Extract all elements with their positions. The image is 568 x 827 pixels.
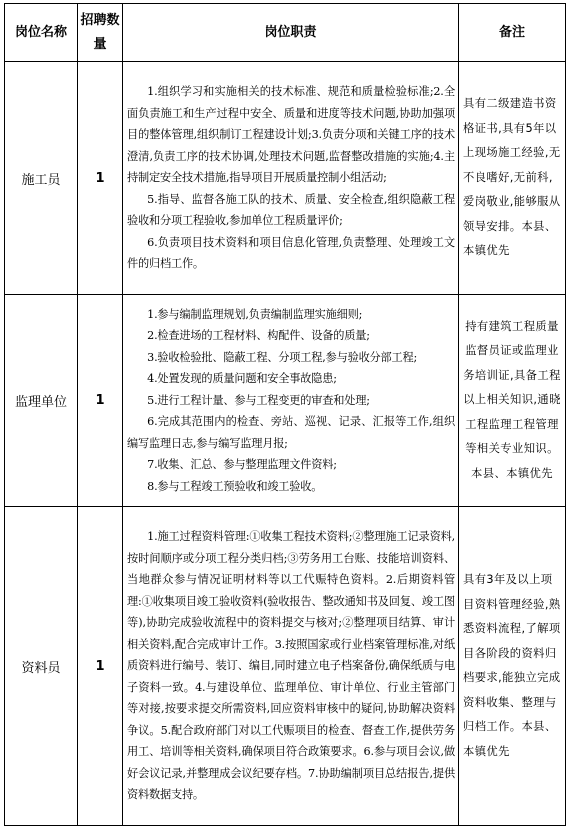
table-row <box>5 507 566 826</box>
duty-item: 3.验收检验批、隐蔽工程、分项工程,参与验收分部工程; <box>147 350 418 364</box>
position-duties <box>123 295 459 507</box>
position-remarks: 持有建筑工程质量监督员证或监理业务培训证,具备工程以上相关知识,通晓工程监理工程管理等相关专业知识。本县、本镇优先 <box>459 295 566 507</box>
duty-item: 1.施工过程资料管理:①收集工程技术资料;②整理施工记录资料,按时间顺序或分项工程分类归档;③劳务用工台账、技能培训资料、当地群众参与情况证明材料等以工代赈特色资料。2.后期资料管理:①收集项目竣工验收资料(验收报告、整改通知书及回复、竣工图等),协助完成验收流程中的资料提交与核对;②整理项目结算、审计相关资料,配合完成审计工作。3.按照国家或行业档案管理标准,对纸质资料进行编号、装订、编目,同时建立电子档案备份,确保纸质与电子资料一致。4.与建设单位、监理单位、审计单位、行业主管部门等对接,按要求提交所需资料,回应资料审核中的疑问,协助解决资料争议。5.配合政府部门对以工代赈项目的检查、督查工作,提供劳务用工、培训等相关资料,确保项目符合政策要求。6.参与项目会议,做好会议记录,并整理成会议纪要存档。7.协助编制项目总结报告,提供资料数据支持。 <box>127 530 455 802</box>
position-duties <box>123 507 459 826</box>
recruitment-table <box>4 3 566 826</box>
duty-item: 7.收集、汇总、参与整理监理文件资料; <box>147 458 337 472</box>
duty-item: 5.指导、监督各施工队的技术、质量、安全检查,组织隐蔽工程验收和分项工程验收,参加单位工程质量评价; <box>127 192 455 228</box>
duty-item: 8.参与工程竣工预验收和竣工验收。 <box>147 479 323 493</box>
position-name: 施工员 <box>5 62 78 295</box>
header-remarks: 备注 <box>459 4 566 62</box>
position-name: 监理单位 <box>5 295 78 507</box>
position-remarks: 具有二级建造书资格证书,具有5年以上现场施工经验,无不良嗜好,无前科,爱岗敬业,能够服从领导安排。本县、本镇优先 <box>459 62 566 295</box>
position-duties <box>123 62 459 295</box>
duty-item: 1.组织学习和实施相关的技术标准、规范和质量检验标准;2.全面负责施工和生产过程中安全、质量和进度等技术问题,协助加强项目的整体管理,组织制订工程建设计划;3.负责分项和关键工序的技术澄清,负责工序的技术协调,处理技术问题,监督整改措施的实施;4.主持制定安全技术措施,指导项目开展质量控制小组活动; <box>127 85 455 185</box>
duty-item: 6.完成其范围内的检查、旁站、巡视、记录、汇报等工作,组织编写监理日志,参与编写监理月报; <box>127 415 455 450</box>
duty-item: 5.进行工程计量、参与工程变更的审查和处理; <box>147 393 370 407</box>
position-count: 1 <box>78 62 123 295</box>
duty-item: 4.处置发现的质量问题和安全事故隐患; <box>147 372 337 386</box>
position-name: 资料员 <box>5 507 78 826</box>
table-header-row <box>5 4 566 62</box>
position-remarks: 具有3年及以上项目资料管理经验,熟悉资料流程,了解项目各阶段的资料归档要求,能独立完成资料收集、整理与归档工作。本县、本镇优先 <box>459 507 566 826</box>
duty-item: 6.负责项目技术资料和项目信息化管理,负责整理、处理竣工文件的归档工作。 <box>127 235 455 271</box>
header-count: 招聘数量 <box>78 4 123 62</box>
table-row <box>5 295 566 507</box>
duty-item: 1.参与编制监理规划,负责编制监理实施细则; <box>147 307 363 321</box>
duty-item: 2.检查进场的工程材料、构配件、设备的质量; <box>147 329 370 343</box>
header-position: 岗位名称 <box>5 4 78 62</box>
position-count: 1 <box>78 295 123 507</box>
position-count: 1 <box>78 507 123 826</box>
table-row <box>5 62 566 295</box>
header-duties: 岗位职责 <box>123 4 459 62</box>
